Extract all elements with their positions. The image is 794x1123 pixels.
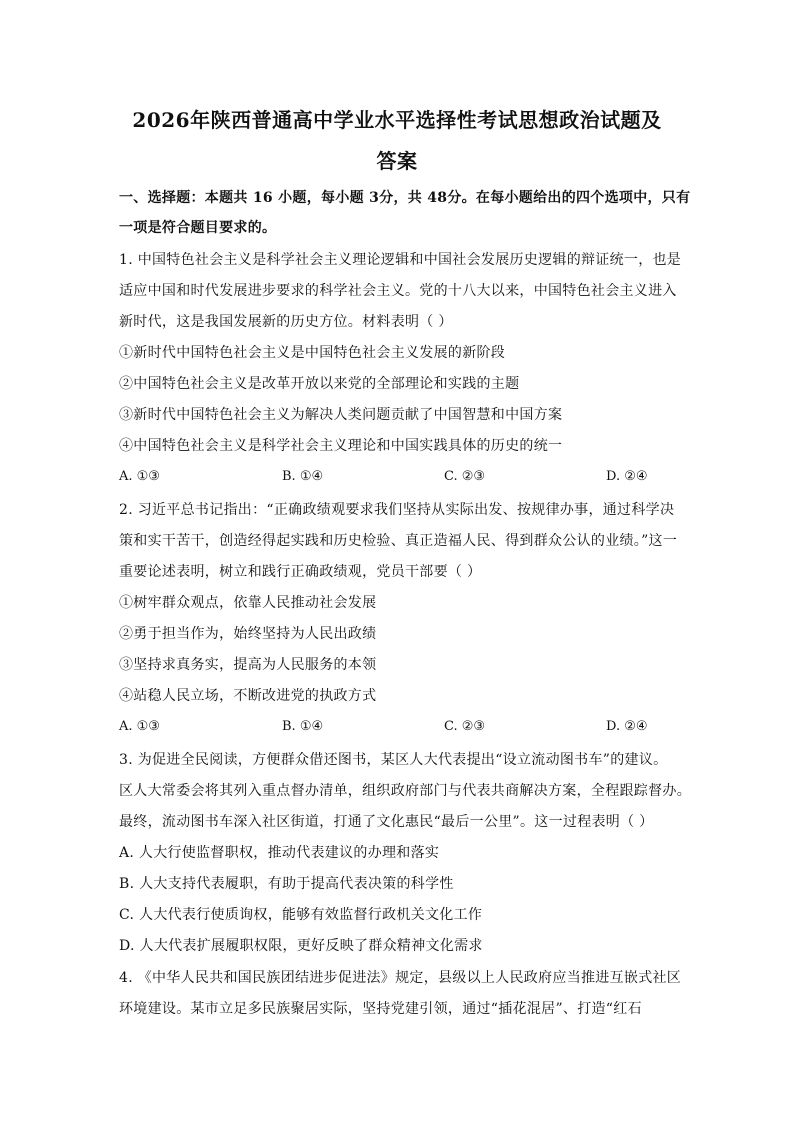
q1-item-3: ③新时代中国特色社会主义为解决人类问题贡献了中国智慧和中国方案 [119,407,563,423]
q1-item-2: ②中国特色社会主义是改革开放以来党的全部理论和实践的主题 [119,376,520,392]
q2-stem-line-2: 策和实干苦干，创造经得起实践和历史检验、真正造福人民、得到群众公认的业绩。”这一 [119,533,678,549]
q1-option-a: A. ①③ [119,469,160,484]
q2-stem-line-3: 重要论述表明，树立和践行正确政绩观，党员干部要（ ） [119,564,482,580]
section-heading-line-1: 一、选择题：本题共 16 小题，每小题 3分，共 48分。在每小题给出的四个选项中，只有 [119,190,691,206]
q1-stem-line-2: 适应中国和时代发展进步要求的科学社会主义。党的十八大以来，中国特色社会主义进入 [119,283,677,299]
q2-option-a: A. ①③ [119,719,160,734]
q2-item-4: ④站稳人民立场，不断改进党的执政方式 [119,688,377,704]
document-title-line-2: 答案 [376,149,418,173]
q3-option-b: B. 人大支持代表履职，有助于提高代表决策的科学性 [119,876,454,892]
section-heading-line-2: 一项是符合题目要求的。 [119,220,277,236]
q3-option-a: A. 人大行使监督职权，推动代表建议的办理和落实 [119,845,440,861]
q3-stem-line-2: 区人大常委会将其列入重点督办清单，组织政府部门与代表共商解决方案，全程跟踪督办。 [119,783,691,799]
q2-stem-line-1: 2. 习近平总书记指出：“正确政绩观要求我们坚持从实际出发、按规律办事，通过科学决 [119,502,675,518]
q2-option-c: C. ②③ [444,719,486,734]
document-title-line-1: 2026年陕西普通高中学业水平选择性考试思想政治试题及 [132,108,662,132]
q2-item-2: ②勇于担当作为，始终坚持为人民出政绩 [119,626,377,642]
q1-item-1: ①新时代中国特色社会主义是中国特色社会主义发展的新阶段 [119,345,506,361]
q3-option-c: C. 人大代表行使质询权，能够有效监督行政机关文化工作 [119,907,483,923]
q2-option-d: D. ②④ [606,719,648,734]
q1-option-d: D. ②④ [606,469,648,484]
q4-stem-line-2: 环境建设。某市立足多民族聚居实际，坚持党建引领，通过“插花混居”、打造“红石 [119,1001,642,1017]
q1-item-4: ④中国特色社会主义是科学社会主义理论和中国实践具体的历史的统一 [119,438,563,454]
q3-stem-line-1: 3. 为促进全民阅读，方便群众借还图书，某区人大代表提出“设立流动图书车”的建议。 [119,752,668,768]
q1-option-c: C. ②③ [444,469,486,484]
q4-stem-line-1: 4. 《中华人民共和国民族团结进步促进法》规定，县级以上人民政府应当推进互嵌式社区 [119,970,682,986]
q1-stem-line-3: 新时代，这是我国发展新的历史方位。材料表明（ ） [119,314,453,330]
q2-item-1: ①树牢群众观点，依靠人民推动社会发展 [119,595,377,611]
q1-stem-line-1: 1. 中国特色社会主义是科学社会主义理论逻辑和中国社会发展历史逻辑的辩证统一，也是 [119,252,682,268]
q3-stem-line-3: 最终，流动图书车深入社区街道，打通了文化惠民“最后一公里”。这一过程表明（ ） [119,814,654,830]
q1-option-b: B. ①④ [282,469,324,484]
q2-option-b: B. ①④ [282,719,324,734]
q2-item-3: ③坚持求真务实，提高为人民服务的本领 [119,657,377,673]
q3-option-d: D. 人大代表扩展履职权限，更好反映了群众精神文化需求 [119,938,483,954]
